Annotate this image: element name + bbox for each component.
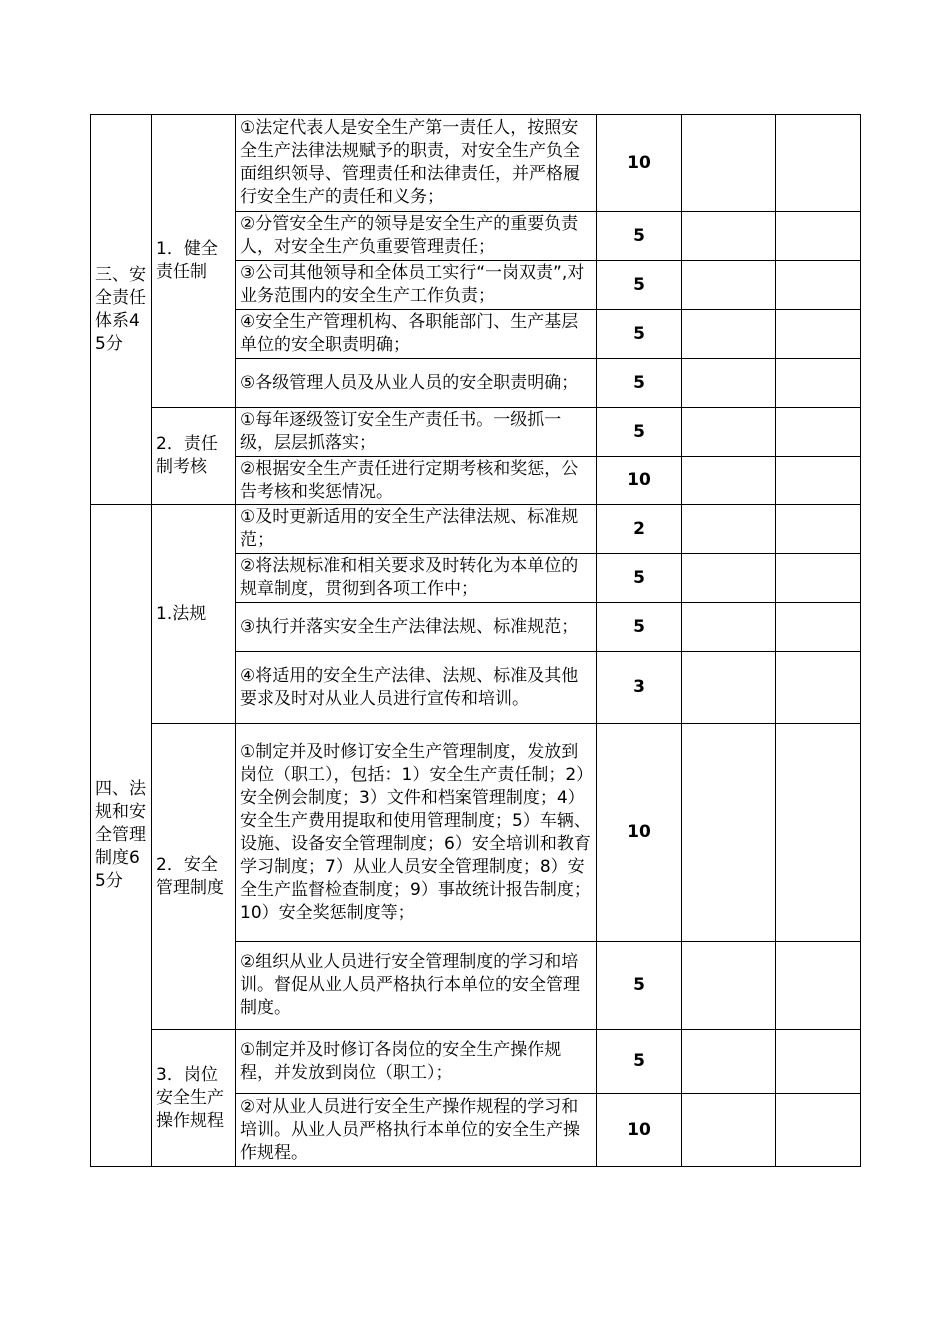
item-score: 2	[597, 505, 682, 554]
empty-cell	[776, 115, 861, 212]
item-score: 10	[597, 1094, 682, 1167]
empty-cell	[682, 457, 776, 505]
empty-cell	[776, 603, 861, 652]
subcategory-cell	[152, 115, 236, 408]
item-score: 5	[597, 359, 682, 408]
subcategory-cell	[152, 408, 236, 505]
empty-cell	[776, 505, 861, 554]
subcategory-cell	[152, 1030, 236, 1167]
table-row	[91, 115, 861, 212]
item-text: ④将适用的安全生产法律、法规、标准及其他要求及时对从业人员进行宣传和培训。	[236, 652, 597, 724]
item-score: 5	[597, 310, 682, 359]
empty-cell	[776, 212, 861, 261]
item-text: ②将法规标准和相关要求及时转化为本单位的规章制度，贯彻到各项工作中；	[236, 554, 597, 603]
empty-cell	[682, 942, 776, 1030]
empty-cell	[682, 554, 776, 603]
category-label: 四、法规和安全管理制度65分	[95, 779, 146, 891]
empty-cell	[776, 408, 861, 457]
item-text: ⑤各级管理人员及从业人员的安全职责明确；	[236, 359, 597, 408]
table-row	[91, 408, 861, 457]
category-cell	[91, 505, 152, 1167]
item-score: 10	[597, 115, 682, 212]
item-score: 5	[597, 1030, 682, 1094]
subcategory-label: 1．健全责任制	[156, 239, 218, 282]
item-text: ②对从业人员进行安全生产操作规程的学习和培训。从业人员严格执行本单位的安全生产操作规程。	[236, 1094, 597, 1167]
subcategory-label: 2．责任制考核	[156, 434, 218, 477]
empty-cell	[682, 603, 776, 652]
empty-cell	[776, 1030, 861, 1094]
empty-cell	[682, 310, 776, 359]
table-row	[91, 505, 861, 554]
item-text: ①每年逐级签订安全生产责任书。一级抓一级，层层抓落实；	[236, 408, 597, 457]
empty-cell	[682, 212, 776, 261]
subcategory-label: 1.法规	[156, 603, 207, 624]
empty-cell	[776, 359, 861, 408]
item-score: 3	[597, 652, 682, 724]
table-row	[91, 1030, 861, 1094]
item-text: ②根据安全生产责任进行定期考核和奖惩，公告考核和奖惩情况。	[236, 457, 597, 505]
empty-cell	[776, 261, 861, 310]
empty-cell	[682, 408, 776, 457]
category-label: 三、安全责任体系45分	[95, 264, 146, 354]
empty-cell	[682, 261, 776, 310]
empty-cell	[682, 1094, 776, 1167]
empty-cell	[682, 505, 776, 554]
subcategory-cell	[152, 724, 236, 1030]
item-score: 10	[597, 724, 682, 942]
item-score: 5	[597, 554, 682, 603]
empty-cell	[776, 554, 861, 603]
item-text: ①制定并及时修订安全生产管理制度，发放到岗位（职工），包括：1）安全生产责任制；2）安全例会制度；3）文件和档案管理制度；4）安全生产费用提取和使用管理制度；5）车辆、设施、设备安全管理制度；6）安全培训和教育学习制度；7）从业人员安全管理制度；8）安全生产监督检查制度；9）事故统计报告制度；10）安全奖惩制度等；	[236, 724, 597, 942]
item-text: ②组织从业人员进行安全管理制度的学习和培训。督促从业人员严格执行本单位的安全管理制度。	[236, 942, 597, 1030]
item-score: 5	[597, 603, 682, 652]
item-text: ①制定并及时修订各岗位的安全生产操作规程，并发放到岗位（职工）；	[236, 1030, 597, 1094]
empty-cell	[682, 359, 776, 408]
item-text: ②分管安全生产的领导是安全生产的重要负责人，对安全生产负重要管理责任；	[236, 212, 597, 261]
empty-cell	[682, 724, 776, 942]
empty-cell	[682, 1030, 776, 1094]
category-cell	[91, 115, 152, 505]
item-text: ④安全生产管理机构、各职能部门、生产基层单位的安全职责明确；	[236, 310, 597, 359]
item-score: 5	[597, 408, 682, 457]
empty-cell	[776, 652, 861, 724]
item-score: 5	[597, 261, 682, 310]
subcategory-label: 2．安全管理制度	[156, 854, 224, 898]
item-text: ③公司其他领导和全体员工实行“一岗双责”,对业务范围内的安全生产工作负责；	[236, 261, 597, 310]
empty-cell	[682, 115, 776, 212]
item-score: 10	[597, 457, 682, 505]
empty-cell	[776, 942, 861, 1030]
subcategory-cell	[152, 505, 236, 724]
empty-cell	[776, 310, 861, 359]
empty-cell	[776, 457, 861, 505]
item-text: ①及时更新适用的安全生产法律法规、标准规范；	[236, 505, 597, 554]
item-score: 5	[597, 942, 682, 1030]
item-text: ①法定代表人是安全生产第一责任人，按照安全生产法律法规赋予的职责，对安全生产负全面组织领导、管理责任和法律责任，并严格履行安全生产的责任和义务；	[236, 115, 597, 212]
empty-cell	[682, 652, 776, 724]
empty-cell	[776, 724, 861, 942]
item-score: 5	[597, 212, 682, 261]
subcategory-label: 3．岗位安全生产操作规程	[156, 1064, 224, 1131]
empty-cell	[776, 1094, 861, 1167]
item-text: ③执行并落实安全生产法律法规、标准规范；	[236, 603, 597, 652]
assessment-table	[90, 114, 861, 1167]
table-row	[91, 724, 861, 942]
